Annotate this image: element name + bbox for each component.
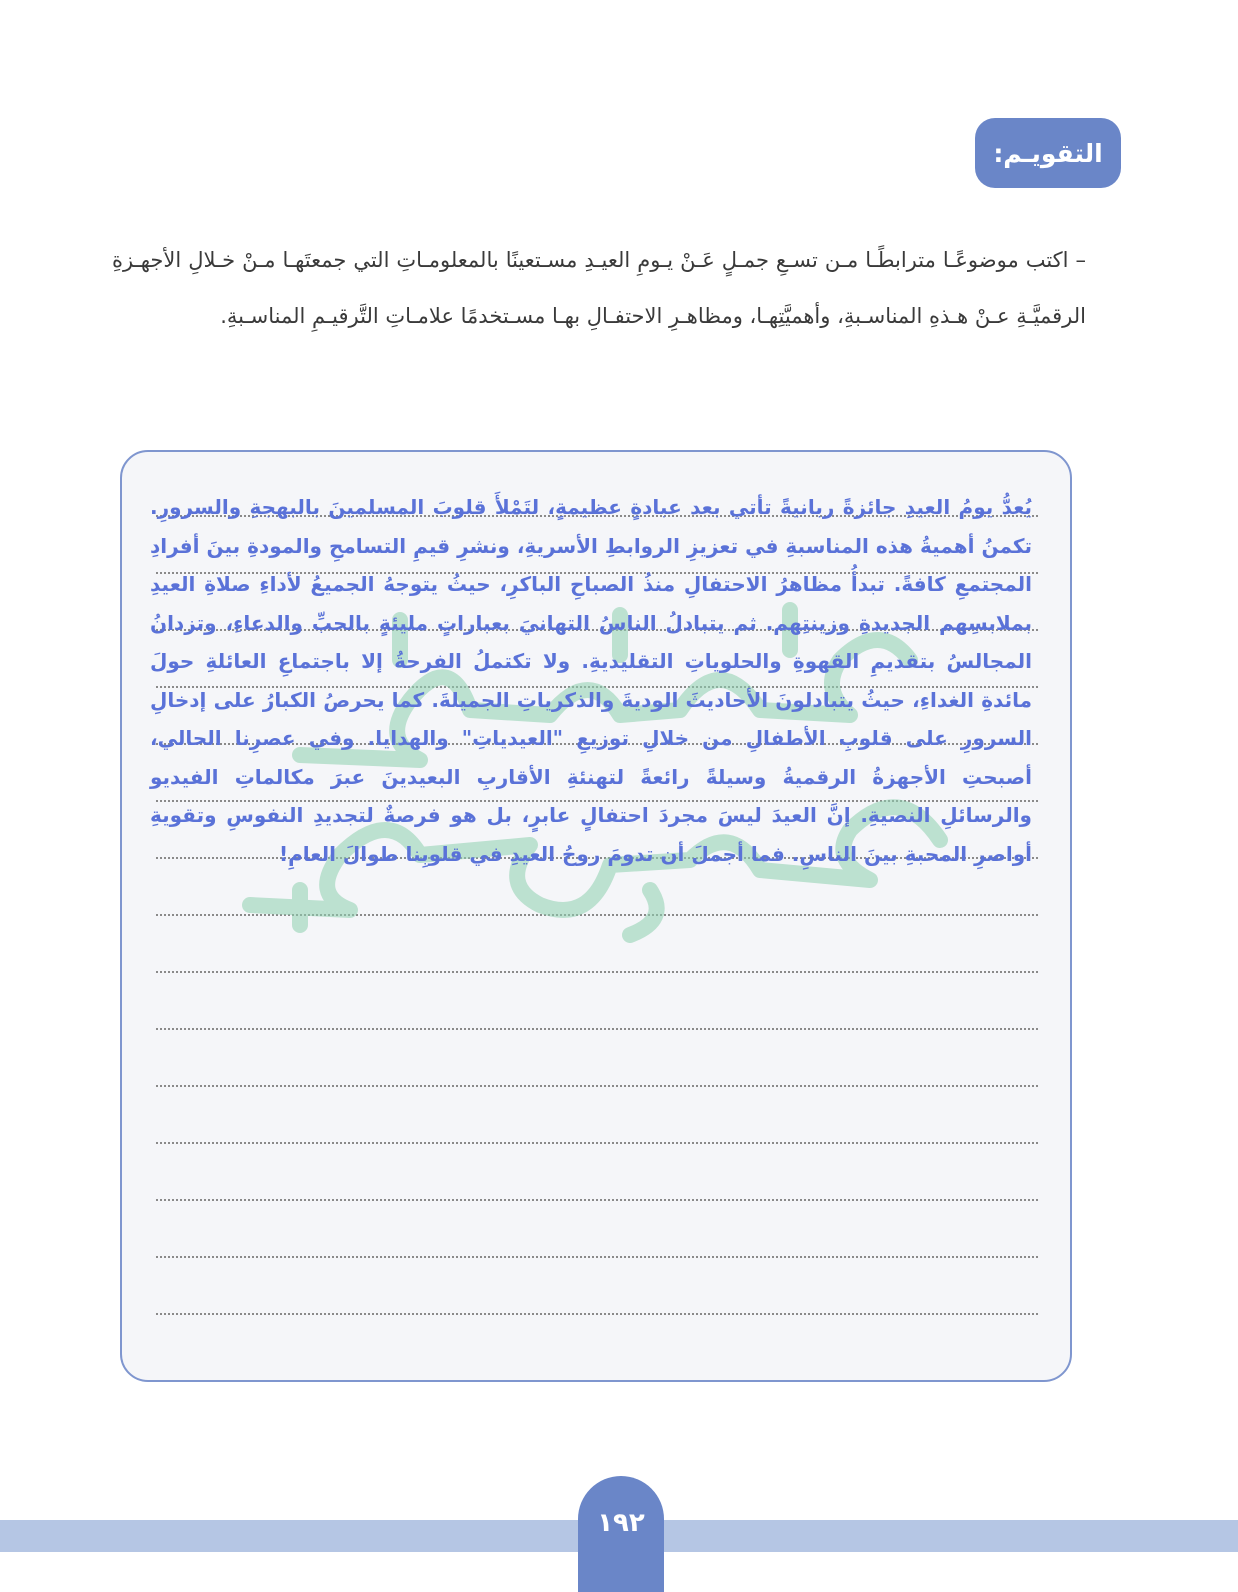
writing-line [156,1142,1038,1144]
writing-line [156,1256,1038,1258]
section-title-badge [975,118,1121,188]
writing-line [156,1313,1038,1315]
essay-text: يُعدُّ يومُ العيدِ جائزةً ربانيةً تأتي بعد عبادةٍ عظيمةٍ، لتَمْلأَ قلوبَ المسلمينَ بالبهجةِ والسرورِ. تكمنُ أهميةُ هذه المناسبةِ في تعزيزِ الروابطِ الأسريةِ، ونشرِ قيمِ التسامحِ والمودةِ بينَ أفرادِ المجتمعِ كافةً. تبدأُ مظاهرُ الاحتفالِ منذُ الصباحِ الباكرِ، حيثُ يتوجهُ الجميعُ لأداءِ صلاةِ العيدِ بملابسِهم الجديدةِ وزينتِهم. ثم يتبادلُ الناسُ التهانيَ بعباراتٍ مليئةٍ بالحبِّ والدعاءِ، وتزدانُ المجالسُ بتقديمِ القهوةِ والحلوياتِ التقليديةِ. ولا تكتملُ الفرحةُ إلا باجتماعِ العائلةِ حولَ مائدةِ الغداءِ، حيثُ يتبادلونَ الأحاديثَ الوديةَ والذكرياتِ الجميلةَ. كما يحرصُ الكبارُ على إدخالِ السرورِ على قلوبِ الأطفالِ من خلالِ توزيعِ "العيدياتِ" والهدايا. وفي عصرِنا الحالي، أصبحتِ الأجهزةُ الرقميةُ وسيلةً رائعةً لتهنئةِ الأقاربِ البعيدينَ عبرَ مكالماتِ الفيديو والرسائلِ النصيةِ. إنَّ العيدَ ليسَ مجردَ احتفالٍ عابرٍ، بل هو فرصةٌ لتجديدِ النفوسِ وتقويةِ أواصرِ المحبةِ بينَ الناسِ. فما أجملَ أن تدومَ روحُ العيدِ في قلوبِنا طوالَ العامِ! [150,495,1032,866]
student-essay [150,488,1032,873]
writing-line [156,971,1038,973]
exercise-instructions [112,232,1086,344]
section-title: التقويـم: [993,138,1103,168]
writing-line [156,1028,1038,1030]
writing-line [156,1199,1038,1201]
page-number: ١٩٢ [597,1508,645,1538]
instructions-text: – اكتب موضوعًـا مترابطًـا مـن تسـعِ جمـلٍ عَـنْ يـومِ العيـدِ مسـتعينًا بالمعلومـاتِ التي جمعتَهـا مـنْ خـلالِ الأجهـزةِ الرقميَّـةِ عـنْ هـذهِ المناسـبةِ، وأهميَّتِهـا، ومظاهـرِ الاحتفـالِ بهـا مسـتخدمًا علامـاتِ التَّرقيـمِ المناسـبةِ. [112,248,1086,328]
writing-line [156,1085,1038,1087]
